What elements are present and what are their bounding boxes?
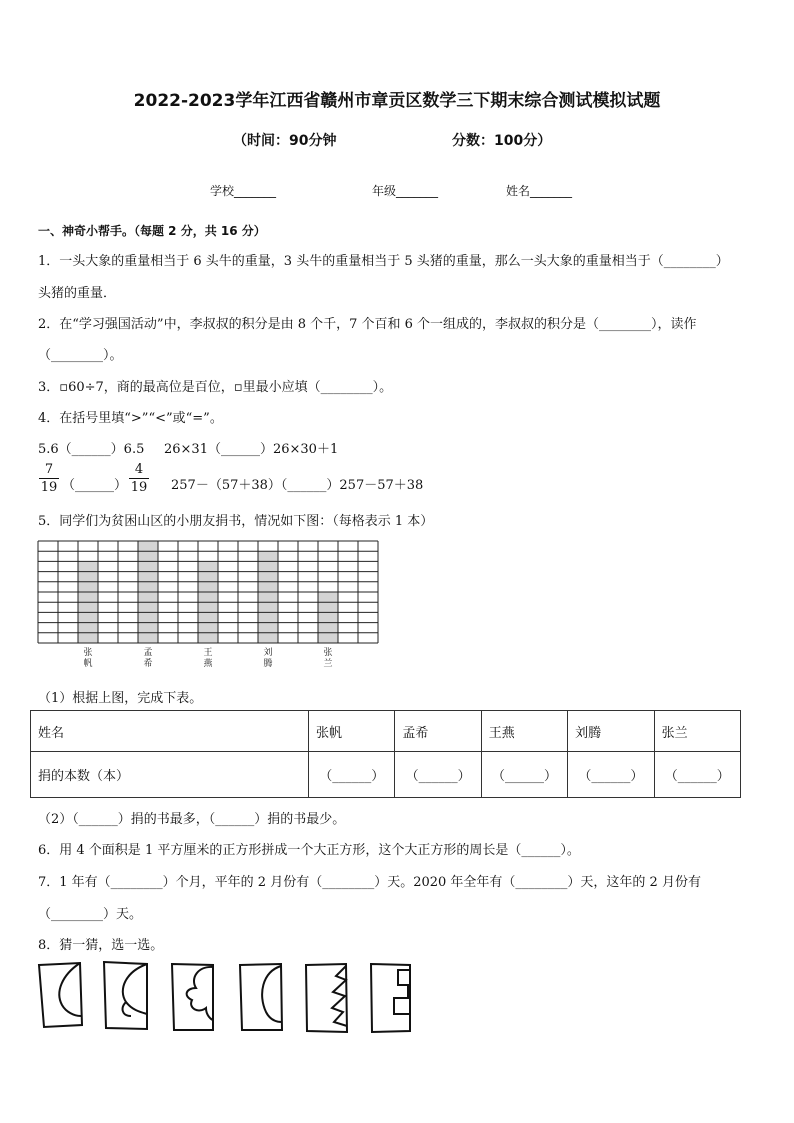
category-label: 燕 — [203, 659, 213, 669]
question-4-row-1a: 5.6（______）6.5 — [38, 442, 145, 457]
question-2-line-1: 2．在“学习强国活动”中，李叔叔的积分是由 8 个千，7 个百和 6 个一组成的，李叔叔的积分是（________），读作 — [38, 317, 697, 332]
category-label: 兰 — [323, 659, 333, 669]
question-1-line-1: 1．一头大象的重量相当于 6 头牛的重量，3 头牛的重量相当于 5 头猪的重量，那么一头大象的重量相当于（________） — [38, 254, 729, 269]
answer-blank[interactable]: （______） — [481, 752, 567, 798]
question-4-row-1b: 26×31（______）26×30＋1 — [164, 442, 339, 457]
table-header-cell: 姓名 — [31, 711, 309, 752]
question-7-line-1: 7．1 年有（________）个月，平年的 2 月份有（________）天。2020 年全年有（________）天，这年的 2 月份有 — [38, 875, 701, 890]
fraction-numerator: 4 — [129, 462, 149, 479]
fraction-denominator: 19 — [40, 480, 58, 495]
question-4-stem: 4．在括号里填“>”“<”或“=”。 — [38, 411, 223, 426]
question-6: 6．用 4 个面积是 1 平方厘米的正方形拼成一个大正方形，这个大正方形的周长是（______）。 — [38, 843, 580, 858]
shape-card-2[interactable] — [104, 962, 147, 1029]
category-label: 希 — [143, 659, 153, 669]
grade-field: 年级_______ — [372, 184, 439, 198]
question-8: 8．猜一猜，选一选。 — [38, 938, 164, 953]
question-1-line-2: 头猪的重量． — [38, 286, 117, 301]
question-4-row-2b: 257－（57＋38）（______）257－57＋38 — [171, 478, 424, 493]
category-label: 张 — [83, 648, 93, 658]
shape-card-1[interactable] — [39, 963, 82, 1027]
question-7-line-2: （________）天。 — [38, 907, 143, 922]
shape-card-3[interactable] — [172, 964, 213, 1030]
answer-blank[interactable]: （______） — [654, 752, 740, 798]
category-label: 刘 — [263, 648, 273, 658]
table-row — [31, 752, 741, 798]
table-row-label: 捐的本数（本） — [31, 752, 309, 798]
table-header-row — [31, 711, 741, 752]
table-header-cell: 王燕 — [481, 711, 567, 752]
question-5-sub-1: （1）根据上图，完成下表。 — [38, 691, 203, 706]
exam-score: 分数：100分） — [452, 133, 552, 149]
shape-cards — [0, 950, 794, 1045]
shape-card-5[interactable] — [306, 964, 347, 1032]
question-5-stem: 5．同学们为贫困山区的小朋友捐书，情况如下图：（每格表示 1 本） — [38, 514, 434, 529]
question-5-sub-2: （2）（______）捐的书最多，（______）捐的书最少。 — [38, 812, 346, 827]
table-header-cell: 张兰 — [654, 711, 740, 752]
category-label: 孟 — [143, 648, 153, 658]
fraction-denominator: 19 — [130, 480, 148, 495]
category-label: 腾 — [263, 659, 273, 669]
exam-time: （时间：90分钟 — [233, 133, 337, 149]
answer-blank[interactable]: （______） — [568, 752, 654, 798]
donation-table — [30, 710, 741, 798]
category-label: 帆 — [83, 659, 93, 669]
answer-blank[interactable]: （______） — [395, 752, 481, 798]
name-field: 姓名_______ — [506, 184, 573, 198]
question-3: 3．▫60÷7，商的最高位是百位，▫里最小应填（________）。 — [38, 380, 393, 395]
table-header-cell: 张帆 — [309, 711, 395, 752]
question-2-line-2: （________）。 — [38, 348, 123, 363]
section-heading: 一、神奇小帮手。（每题 2 分，共 16 分） — [38, 224, 266, 238]
category-label: 张 — [323, 648, 333, 658]
answer-blank[interactable]: （______） — [309, 752, 395, 798]
table-header-cell: 刘腾 — [568, 711, 654, 752]
fraction-numerator: 7 — [39, 462, 59, 479]
category-label: 王 — [203, 648, 213, 658]
shape-card-6[interactable] — [371, 964, 410, 1032]
bar-4 — [258, 551, 278, 643]
page-title: 2022-2023学年江西省赣州市章贡区数学三下期末综合测试模拟试题 — [133, 91, 661, 111]
bar-5 — [318, 592, 338, 643]
school-field: 学校_______ — [210, 184, 277, 198]
question-4-blank: （______） — [62, 478, 128, 493]
shape-card-4[interactable] — [240, 964, 282, 1030]
table-header-cell: 孟希 — [395, 711, 481, 752]
